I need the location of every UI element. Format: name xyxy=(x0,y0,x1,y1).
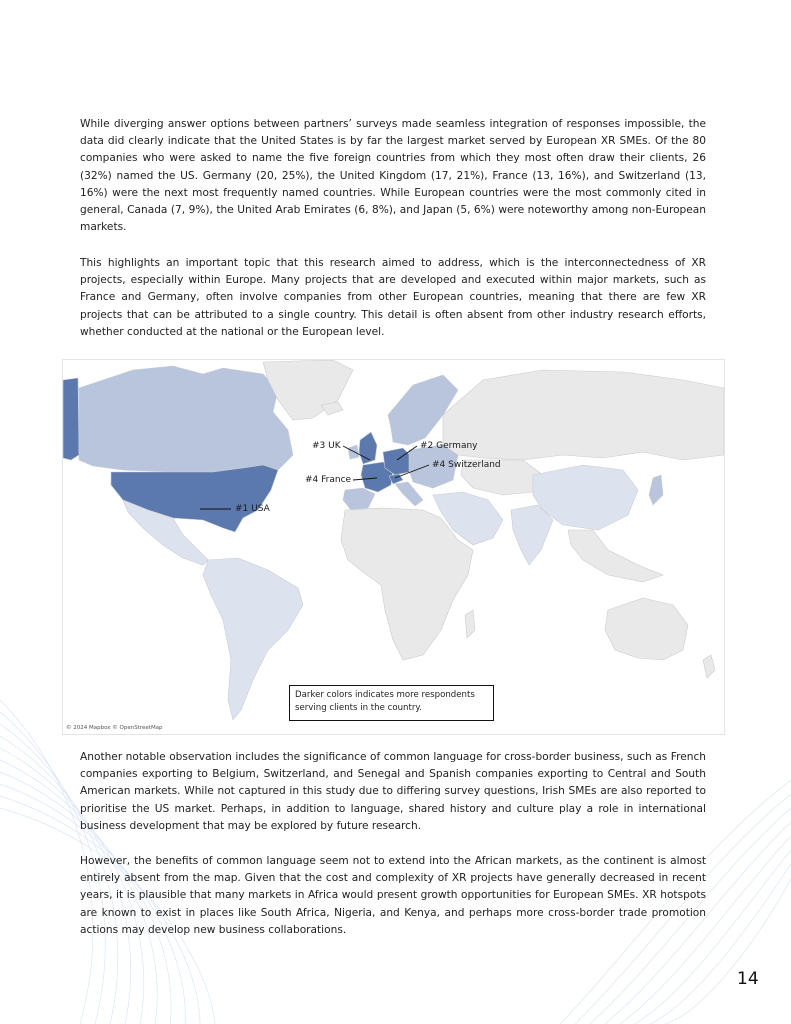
world-map xyxy=(63,360,724,734)
callout-switzerland: #4 Switzerland xyxy=(432,460,501,470)
paragraph-us-market: While diverging answer options between partners’ surveys made seamless integration of responses impossible, the data did clearly indicate that the United States is by far the largest market served by European XR SMEs. Of the 80 companies who were asked to name the five foreign countries from which they most often draw their clients, 26 (32%) named the US. Germany (20, 25%), the United Kingdom (17, 21%), France (13, 16%), and Switzerland (13, 16%) were the next most frequently named countries. While European countries were the most commonly cited in general, Canada (7, 9%), the United Arab Emirates (6, 8%), and Japan (5, 6%) were noteworthy among non-European markets. xyxy=(80,118,706,234)
map-legend: Darker colors indicates more respondents serving clients in the country. xyxy=(289,685,494,721)
country-russia xyxy=(443,370,724,460)
world-map-figure xyxy=(62,359,725,735)
callout-france: #4 France xyxy=(305,475,352,485)
callout-germany: #2 Germany xyxy=(420,441,478,451)
paragraph-common-language: Another notable observation includes the significance of common language for cross-border business, such as French companies exporting to Belgium, Switzerland, and Senegal and Spanish companies exporting to Central and South American markets. While not captured in this study due to differing survey questions, Irish SMEs are also reported to prioritise the US market. Perhaps, in addition to language, shared history and culture play a role in international business development that may be explored by future research. xyxy=(80,751,706,832)
paragraph-interconnectedness: This highlights an important topic that this research aimed to address, which is the interconnectedness of XR projects, especially within Europe. Many projects that are developed and executed within major markets, such as France and Germany, often involve companies from other European countries, meaning that there are few XR projects that can be attributed to a single country. This detail is often absent from other industry research efforts, whether conducted at the national or the European level. xyxy=(80,257,706,338)
map-attribution: © 2024 Mapbox © OpenStreetMap xyxy=(66,725,163,731)
country-canada xyxy=(79,366,293,472)
callout-usa: #1 USA xyxy=(235,504,270,514)
callout-uk: #3 UK xyxy=(312,441,341,451)
paragraph-african-markets: However, the benefits of common language seem not to extend into the African markets, as the continent is almost entirely absent from the map. Given that the cost and complexity of XR projects have generally decreased in recent years, it is plausible that many markets in Africa would present growth opportunities for European SMEs. XR hotspots are known to exist in places like South Africa, Nigeria, and Kenya, and perhaps more cross-border trade promotion actions may develop new business collaborations. xyxy=(80,855,706,936)
country-alaska xyxy=(63,378,79,460)
page-number: 14 xyxy=(737,969,759,989)
